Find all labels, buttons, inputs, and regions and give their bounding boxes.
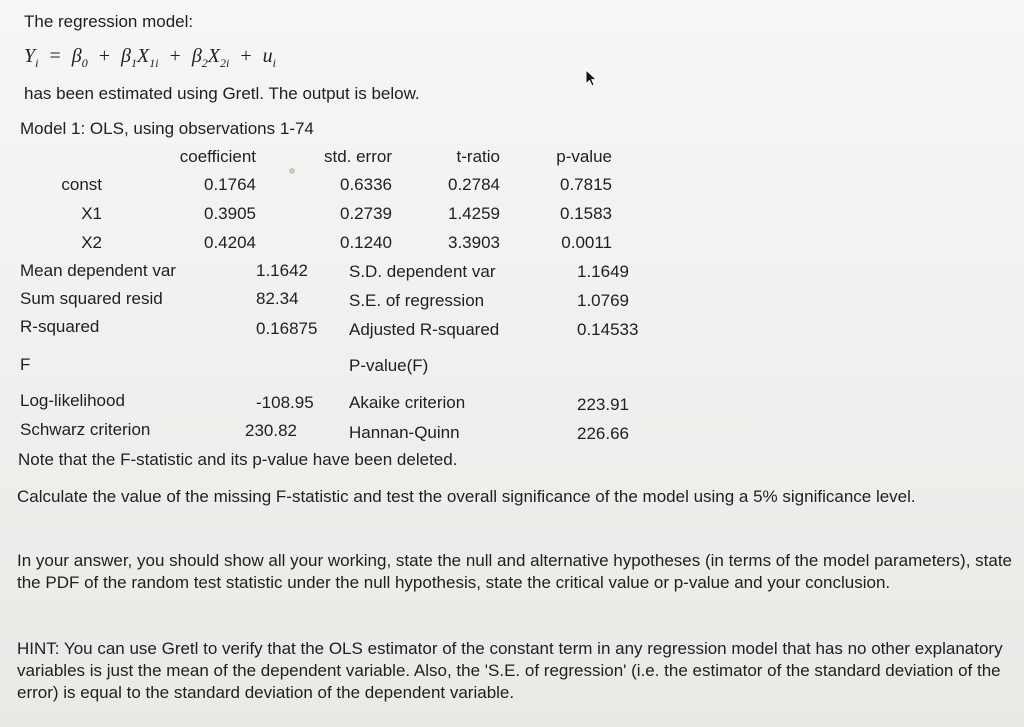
eq-y: Y (24, 45, 36, 67)
eq-x2-sub: 2i (220, 56, 230, 70)
stat-value: 82.34 (256, 289, 299, 308)
stat-label-f: F (20, 355, 31, 374)
note-text: Note that the F-statistic and its p-value have been deleted. (18, 450, 458, 469)
stat-label-pvalue-f: P-value(F) (349, 356, 429, 375)
stat-label: Hannan-Quinn (349, 423, 460, 442)
eq-plus-1: + (98, 45, 110, 67)
row-coef: 0.3905 (204, 204, 256, 223)
stray-dot (289, 168, 295, 174)
stat-value: 1.0769 (577, 291, 629, 310)
header-std-error: std. error (323, 147, 392, 166)
eq-y-sub: i (35, 56, 39, 70)
stat-value: 0.16875 (256, 319, 318, 338)
row-p: 0.1583 (560, 204, 612, 223)
regression-equation (24, 46, 276, 73)
eq-equals: = (49, 45, 61, 67)
stat-label: Mean dependent var (20, 261, 176, 280)
eq-beta1: β (121, 45, 131, 67)
eq-plus-3: + (240, 45, 252, 67)
model-title: Model 1: OLS, using observations 1-74 (20, 119, 314, 138)
stat-label: S.D. dependent var (349, 262, 496, 281)
stat-value: 1.1649 (577, 262, 629, 281)
row-coef: 0.4204 (204, 233, 256, 252)
question-text: Calculate the value of the missing F-statistic and test the overall significance of the model using a 5% significance level. (17, 487, 916, 506)
eq-x1-sub: 1i (149, 56, 159, 70)
header-p-value: p-value (556, 147, 612, 166)
stat-label: Akaike criterion (349, 393, 466, 412)
stat-value: 223.91 (577, 395, 629, 414)
row-name: X2 (81, 233, 102, 252)
eq-beta2-sub: 2 (201, 56, 208, 70)
row-t: 0.2784 (448, 175, 500, 194)
eq-beta1-sub: 1 (130, 56, 137, 70)
stat-value: -108.95 (256, 393, 314, 412)
eq-x1: X (136, 45, 150, 67)
eq-u: u (262, 45, 273, 67)
stat-label: Schwarz criterion (20, 420, 151, 439)
row-t: 3.3903 (448, 233, 500, 252)
row-se: 0.6336 (340, 175, 392, 194)
eq-beta0-sub: 0 (81, 56, 88, 70)
eq-beta2: β (191, 45, 202, 67)
row-name: X1 (81, 204, 102, 223)
estimated-text: has been estimated using Gretl. The output is below. (24, 84, 420, 103)
row-t: 1.4259 (448, 204, 500, 223)
stat-label: Sum squared resid (20, 289, 163, 308)
mouse-pointer-icon (584, 69, 598, 87)
row-se: 0.2739 (340, 204, 392, 223)
hint-text: HINT: You can use Gretl to verify that the OLS estimator of the constant term in any regression model that has no other explanatory variables is just the mean of the dependent variable. Also, the 'S.E. of regression' (i.e. the estimator of the standard deviation of the error) is equal to the standard deviation of the dependent variable. (17, 639, 1003, 702)
row-coef: 0.1764 (204, 175, 256, 194)
eq-x2: X (207, 45, 220, 67)
eq-beta0: β (71, 45, 82, 67)
stat-value: 1.1642 (256, 261, 308, 280)
eq-u-sub: i (272, 56, 276, 70)
intro-text: The regression model: (24, 12, 194, 31)
stat-value: 230.82 (245, 421, 297, 440)
instructions-text: In your answer, you should show all your working, state the null and alternative hypotheses (in terms of the model parameters), state the PDF of the random test statistic under the null hypothesis, state the critical value or p-value and your conclusion. (17, 551, 1013, 592)
row-p: 0.0011 (561, 233, 612, 252)
stat-label: Log-likelihood (20, 391, 125, 410)
stat-label: R-squared (20, 317, 100, 336)
row-se: 0.1240 (340, 233, 392, 252)
stat-label: S.E. of regression (349, 291, 485, 310)
header-t-ratio: t-ratio (456, 147, 500, 166)
stat-value: 226.66 (577, 424, 629, 443)
row-name: const (61, 175, 102, 194)
header-coefficient: coefficient (179, 147, 256, 166)
stat-label: Adjusted R-squared (349, 320, 500, 339)
row-p: 0.7815 (560, 175, 612, 194)
eq-plus-2: + (169, 45, 181, 67)
stat-value: 0.14533 (577, 320, 639, 339)
